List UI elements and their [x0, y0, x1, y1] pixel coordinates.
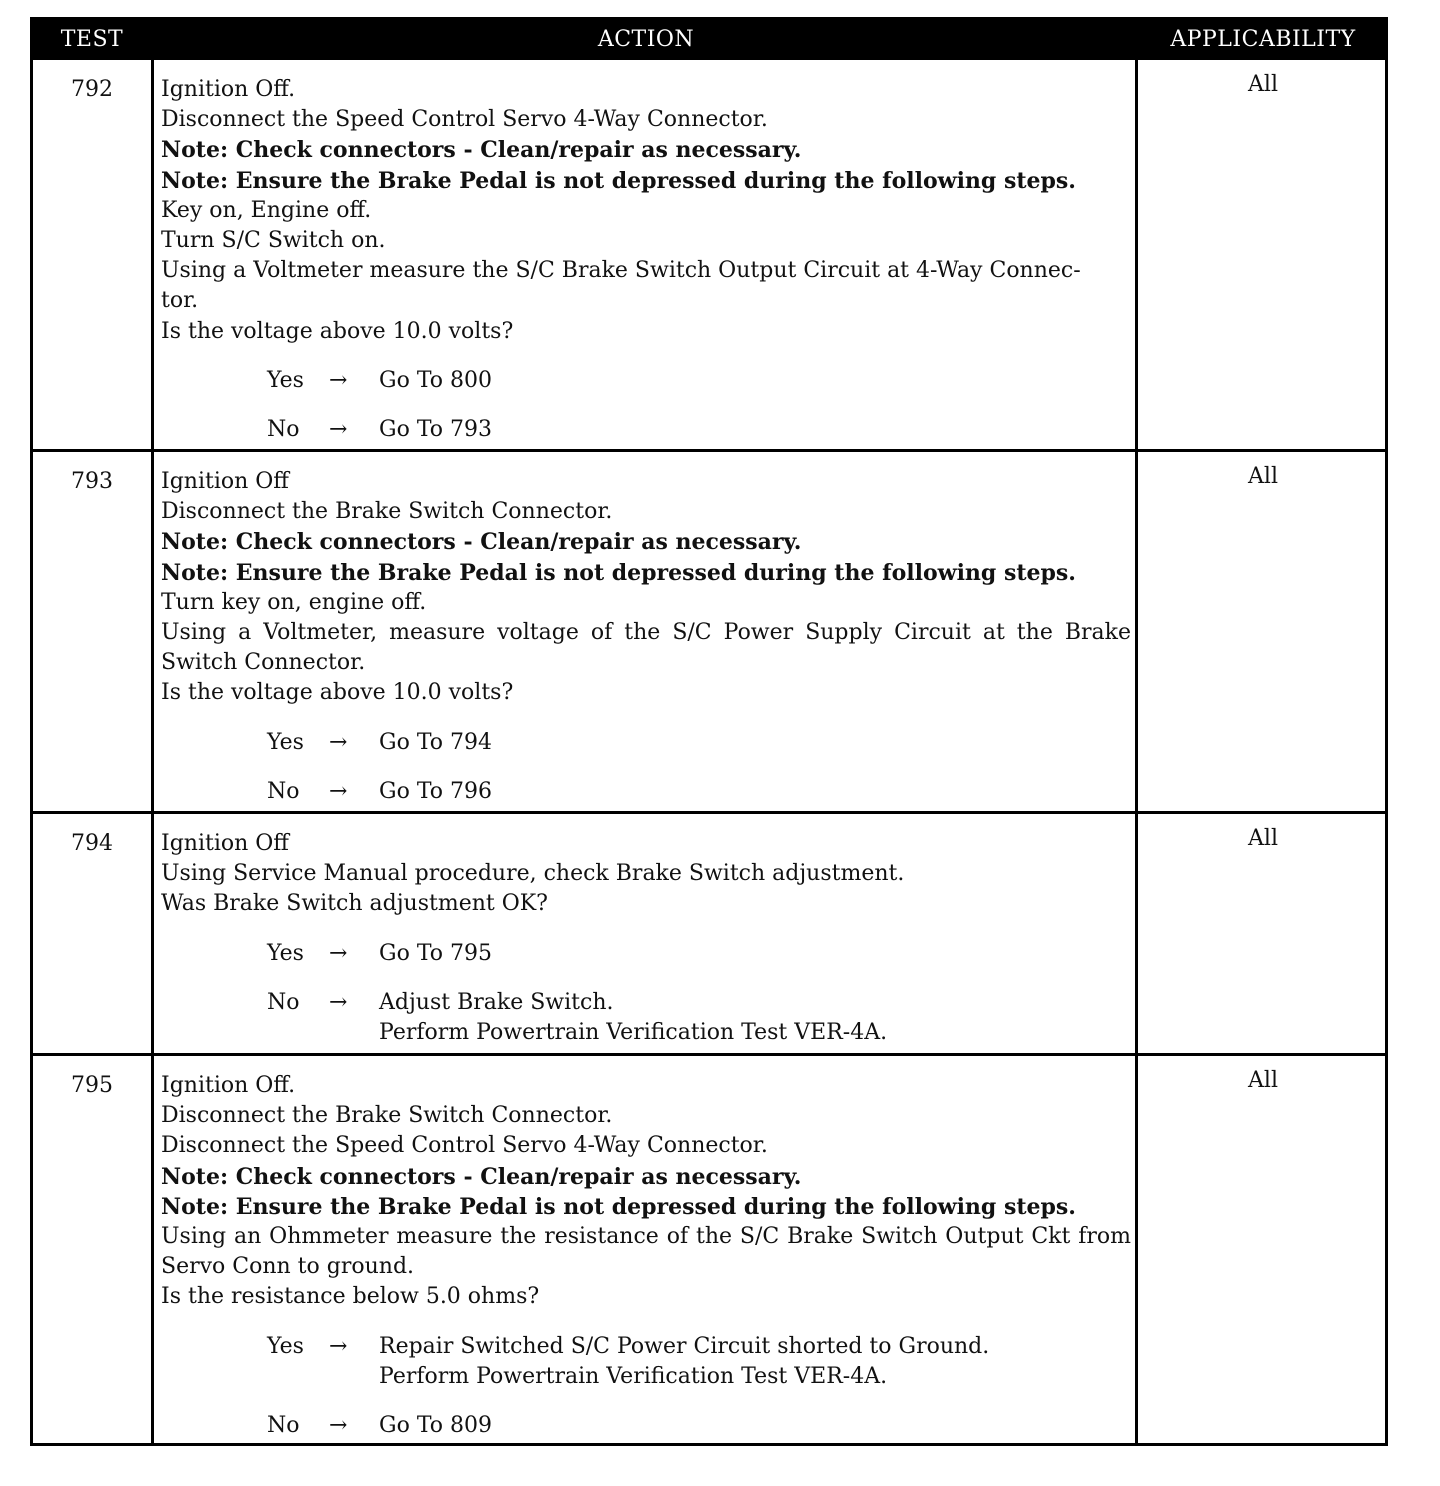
- step-line: Disconnect the Brake Switch Connector.: [161, 1103, 613, 1129]
- note-line: Note: Check connectors - Clean/repair as necessary.: [161, 529, 802, 556]
- arrow-icon: →: [329, 729, 348, 755]
- no-label: No: [267, 416, 300, 442]
- no-response: [267, 1411, 1131, 1441]
- no-result-line: Adjust Brake Switch.: [379, 989, 614, 1015]
- action-cell: [161, 75, 1131, 445]
- step-line: Using a Voltmeter measure the S/C Brake Switch Output Circuit at 4-Way Connec-: [161, 258, 1081, 284]
- action-cell: [161, 467, 1131, 807]
- arrow-icon: →: [329, 778, 348, 804]
- test-number: 792: [71, 77, 113, 102]
- no-label: No: [267, 778, 300, 804]
- question-line: Was Brake Switch adjustment OK?: [161, 891, 548, 917]
- no-result: Go To 793: [379, 416, 493, 442]
- applicability-value: All: [1248, 464, 1278, 489]
- no-result-line: Perform Powertrain Verification Test VER-4A.: [379, 1019, 888, 1045]
- no-result: Go To 809: [379, 1412, 493, 1438]
- test-number: 795: [71, 1073, 113, 1098]
- question-line: Is the resistance below 5.0 ohms?: [161, 1284, 540, 1310]
- arrow-icon: →: [329, 367, 348, 393]
- no-label: No: [267, 1412, 300, 1438]
- header-action: ACTION: [597, 27, 695, 52]
- yes-result: Go To 794: [379, 729, 493, 755]
- yes-label: Yes: [267, 1333, 304, 1359]
- row-divider: [33, 449, 1385, 452]
- column-divider-action: [1135, 60, 1138, 1443]
- applicability-value: All: [1248, 826, 1278, 851]
- applicability-value: All: [1248, 72, 1278, 97]
- row-divider: [33, 1053, 1385, 1056]
- action-cell: [161, 829, 1131, 1048]
- note-line: Note: Check connectors - Clean/repair as necessary.: [161, 1163, 802, 1190]
- no-result: [379, 988, 887, 1048]
- yes-result: Go To 800: [379, 367, 493, 393]
- test-number: 793: [71, 469, 113, 494]
- arrow-icon: →: [329, 416, 348, 442]
- question-line: Is the voltage above 10.0 volts?: [161, 318, 514, 344]
- arrow-icon: →: [329, 940, 348, 966]
- step-line: Using Service Manual procedure, check Brake Switch adjustment.: [161, 861, 905, 887]
- note-line: Note: Ensure the Brake Pedal is not depressed during the following steps.: [161, 167, 1076, 194]
- header-applicability: APPLICABILITY: [1170, 27, 1356, 52]
- step-line: Disconnect the Speed Control Servo 4-Way Connector.: [161, 107, 768, 133]
- diagnostic-test-table: [30, 17, 1388, 1446]
- no-label: No: [267, 989, 300, 1015]
- step-line: Using a Voltmeter, measure voltage of the S/C Power Supply Circuit at the Brake Switch Connector.: [161, 620, 1131, 676]
- note-line: Note: Ensure the Brake Pedal is not depressed during the following steps.: [161, 1193, 1076, 1220]
- column-divider-test: [151, 60, 154, 1443]
- step-line: Ignition Off.: [161, 1073, 296, 1098]
- yes-label: Yes: [267, 367, 304, 393]
- step-line: Turn key on, engine off.: [161, 589, 427, 615]
- yes-label: Yes: [267, 940, 304, 966]
- no-response: [267, 988, 1131, 1048]
- yes-response: [267, 366, 1131, 396]
- table-header: [33, 20, 1385, 60]
- arrow-icon: →: [329, 1412, 348, 1438]
- note-line: Note: Check connectors - Clean/repair as necessary.: [161, 137, 802, 164]
- yes-result: [379, 1332, 989, 1392]
- step-line: tor.: [161, 288, 199, 314]
- step-line: Turn S/C Switch on.: [161, 228, 386, 254]
- yes-result-line: Perform Powertrain Verification Test VER-4A.: [379, 1363, 888, 1389]
- row-divider: [33, 811, 1385, 814]
- applicability-value: All: [1248, 1068, 1278, 1093]
- step-line: Disconnect the Speed Control Servo 4-Way Connector.: [161, 1133, 768, 1159]
- no-result: Go To 796: [379, 778, 493, 804]
- no-response: [267, 777, 1131, 807]
- yes-response: [267, 728, 1131, 758]
- step-line: Ignition Off: [161, 469, 289, 494]
- note-line: Note: Ensure the Brake Pedal is not depressed during the following steps.: [161, 559, 1076, 586]
- step-line: Using an Ohmmeter measure the resistance of the S/C Brake Switch Output Ckt from Servo Conn to ground.: [161, 1224, 1131, 1280]
- arrow-icon: →: [329, 989, 348, 1015]
- yes-result: Go To 795: [379, 940, 493, 966]
- test-number: 794: [71, 831, 113, 856]
- header-test: TEST: [60, 27, 124, 52]
- yes-response: [267, 939, 1131, 969]
- step-line: Disconnect the Brake Switch Connector.: [161, 499, 613, 525]
- action-cell: [161, 1071, 1131, 1441]
- arrow-icon: →: [329, 1333, 348, 1359]
- step-line: Key on, Engine off.: [161, 197, 372, 223]
- step-line: Ignition Off.: [161, 77, 296, 102]
- step-line: Ignition Off: [161, 831, 289, 856]
- yes-result-line: Repair Switched S/C Power Circuit shorted to Ground.: [379, 1333, 990, 1359]
- question-line: Is the voltage above 10.0 volts?: [161, 680, 514, 706]
- yes-label: Yes: [267, 729, 304, 755]
- yes-response: [267, 1332, 1131, 1392]
- no-response: [267, 415, 1131, 445]
